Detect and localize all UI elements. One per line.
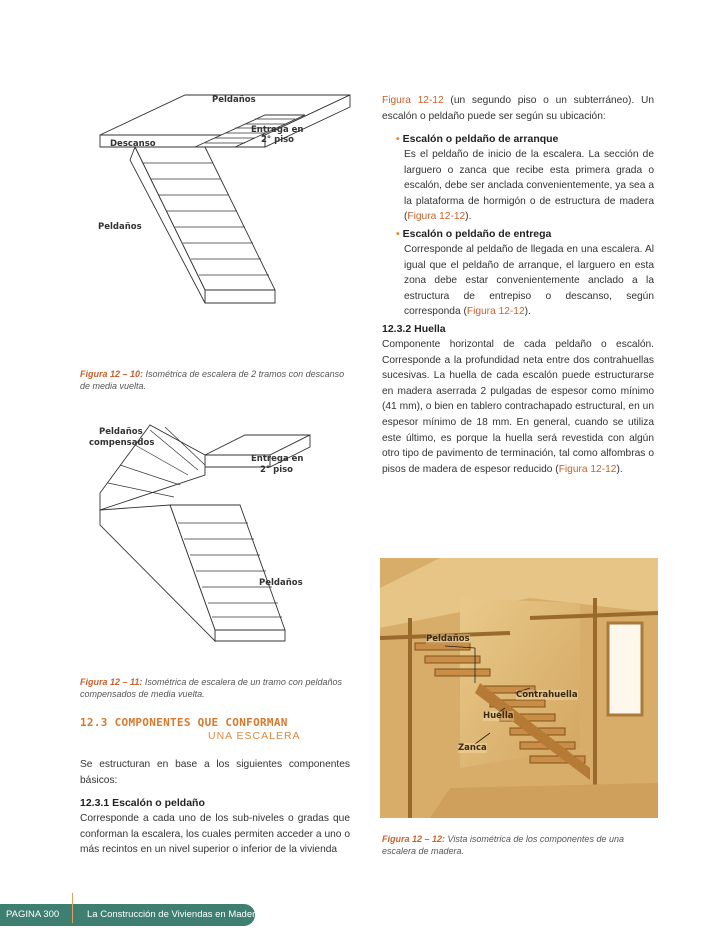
sub2-text: Componente horizontal de cada peldaño o escalón. Corresponde a la profundidad neta entre dos contrahuellas sucesivas. La huella de cada escalón puede estructurarse en madera aserrada 2 pulgadas de espesor como mínimo (41 mm), o bien en tablero contrachapado estructural, en un espesor mínimo de 18 mm. En general, cuando se utiliza este último, es porque la huella será revestida con algún otro tipo de pavimento de terminación, tal como alfombras o pisos de madera de espesor reducido (Figura 12-12). xyxy=(382,339,654,475)
b2-figure-ref: Figura 12-12 xyxy=(466,306,525,318)
sub2-figure-ref: Figura 12-12 xyxy=(558,463,617,475)
figure-12-10-drawing xyxy=(65,85,365,315)
p1-figure-ref: Figura 12-12 xyxy=(382,95,444,106)
footer-page-number: PAGINA 300 xyxy=(6,909,60,920)
section-intro: Se estructuran en base a los siguientes componentes básicos: xyxy=(80,759,350,786)
fig10-caption-label: Figura 12 – 10: xyxy=(80,369,144,379)
fig10-caption-text: Isométrica de escalera de 2 tramos con descanso de media vuelta. xyxy=(80,369,345,391)
bullet-1-title: • Escalón o peldaño de arranque xyxy=(396,133,559,145)
section-title: 12.3 COMPONENTES QUE CONFORMAN xyxy=(80,716,288,729)
bullet-dot-icon: • xyxy=(396,133,400,145)
b1-figure-ref: Figura 12-12 xyxy=(407,211,466,223)
fig10-label-piso: 2° piso xyxy=(261,135,295,145)
fig11-label-compensados-2: compensados xyxy=(89,438,155,448)
section-subtitle: UNA ESCALERA xyxy=(208,730,301,742)
fig10-label-peldanos-top: Peldaños xyxy=(212,95,256,105)
fig11-label-entrega: Entrega en xyxy=(251,454,304,464)
fig11-label-compensados-1: Peldaños xyxy=(99,427,143,437)
fig12-label-contrahuella: Contrahuella xyxy=(516,690,578,700)
fig10-caption xyxy=(80,368,352,392)
fig12-label-zanca: Zanca xyxy=(458,743,487,753)
fig11-caption-text: Isométrica de escalera de un tramo con peldaños compensados de media vuelta. xyxy=(80,677,342,699)
fig12-label-huella: Huella xyxy=(483,711,514,721)
figure-12-12-illustration xyxy=(380,558,658,818)
sub1-text: Corresponde a cada uno de los sub-niveles o gradas que conforman la escalera, los cuales permiten acceder a uno o más recintos en un nivel superior o inferior de la vivienda xyxy=(80,813,350,856)
p1-text: (un segundo piso o un subterráneo). Un escalón o peldaño puede ser según su ubicación: xyxy=(382,95,654,122)
bullet-2-text: Corresponde al peldaño de llegada en una escalera. Al igual que el peldaño de arranque, el larguero en esta zona debe estar convenientemente anclado a la estructura de entrepiso o descanso, según corresponda (Figura 12-12). xyxy=(404,244,654,318)
fig11-caption xyxy=(80,676,352,700)
fig11-caption-label: Figura 12 – 11: xyxy=(80,677,143,687)
fig10-label-descanso: Descanso xyxy=(110,139,156,149)
sub1-title: 12.3.1 Escalón o peldaño xyxy=(80,797,205,809)
fig12-caption-text: Vista isométrica de los componentes de una escalera de madera. xyxy=(382,834,624,856)
right-paragraph-1 xyxy=(382,93,654,124)
sub2-title: 12.3.2 Huella xyxy=(382,323,446,335)
fig11-label-peldanos: Peldaños xyxy=(259,578,303,588)
bullet-2-title: • Escalón o peldaño de entrega xyxy=(396,228,552,240)
bullet-1-text: Es el peldaño de inicio de la escalera. La sección de larguero o zanca que recibe esta primera grada o escalón, debe ser anclada convenientemente, ya sea a la plataforma de hormigón o de estructura de madera (Figura 12-12). xyxy=(404,149,654,223)
fig10-label-entrega: Entrega en xyxy=(251,125,304,135)
fig10-label-peldanos-left: Peldaños xyxy=(98,222,142,232)
fig11-label-piso: 2° piso xyxy=(260,465,294,475)
fig12-label-peldanos: Peldaños xyxy=(426,634,470,644)
footer-divider xyxy=(72,893,73,923)
fig12-caption-label: Figura 12 – 12: xyxy=(382,834,446,844)
fig12-caption xyxy=(382,833,657,857)
footer-title: La Construcción de Viviendas en Madera xyxy=(87,909,261,920)
bullet-dot-icon: • xyxy=(396,228,400,240)
